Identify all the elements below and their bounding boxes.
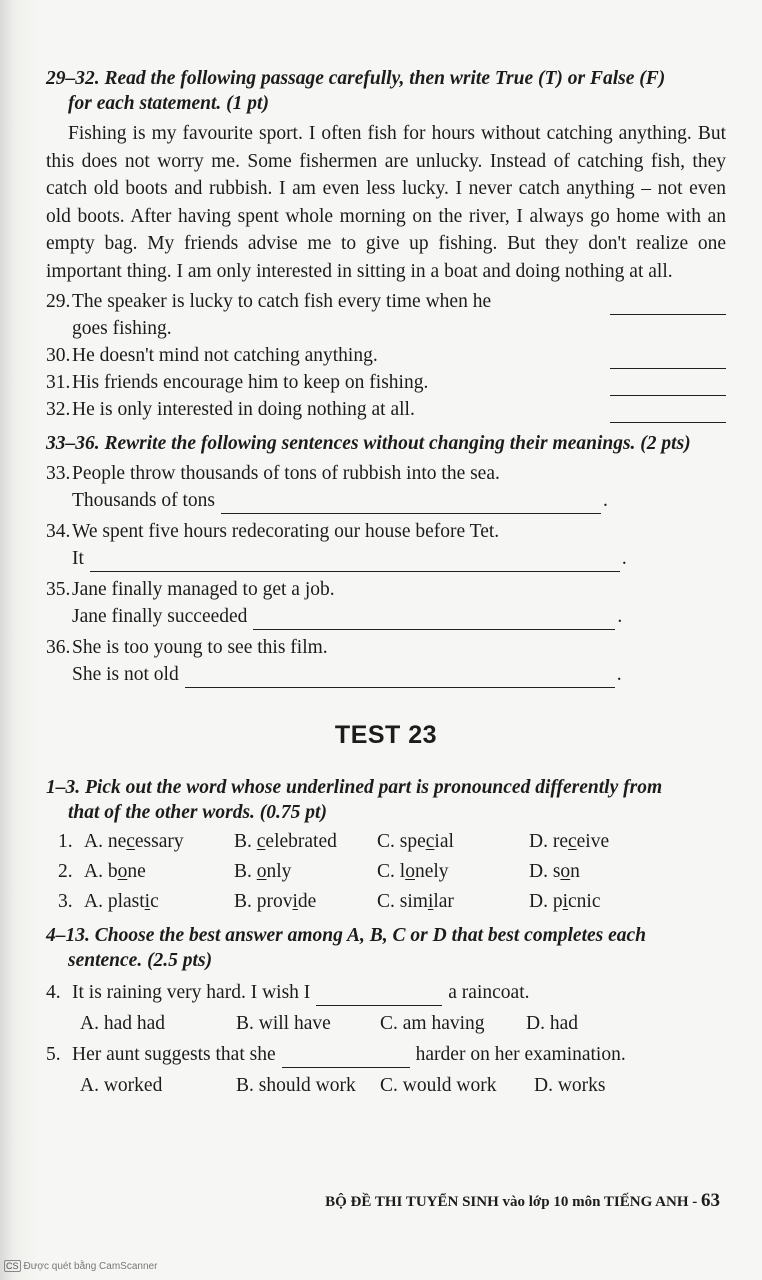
scanner-text: Được quét bằng CamScanner: [23, 1260, 158, 1272]
option-c[interactable]: [377, 828, 529, 855]
statement-text: He doesn't mind not catching anything.: [72, 344, 378, 366]
pronunciation-questions: [46, 828, 726, 915]
option-text-pre: B. prov: [234, 890, 293, 912]
option-d[interactable]: [529, 828, 609, 855]
rewrite-blank[interactable]: [221, 493, 601, 514]
answer-blank[interactable]: [610, 377, 726, 396]
statement-31: [46, 369, 726, 396]
original-sentence: She is too young to see this film.: [72, 636, 328, 658]
answer-blank[interactable]: [610, 404, 726, 423]
page-footer: [300, 1190, 720, 1212]
rewrite-item-36: [46, 634, 726, 688]
underlined-letter: i: [144, 890, 151, 912]
option-text-pre: A. b: [84, 860, 118, 882]
question-number: 2.: [58, 860, 73, 882]
option-text-post: elebrated: [265, 830, 337, 852]
underlined-letter: c: [256, 830, 266, 852]
option-b[interactable]: [234, 828, 377, 855]
question-number: 1.: [58, 830, 73, 852]
option-text-post: c: [150, 890, 159, 912]
option-text-post: n: [570, 860, 580, 882]
item-number: 36.: [46, 636, 71, 658]
rewrite-item-35: [46, 576, 726, 630]
option-text-pre: C. l: [377, 860, 406, 882]
period: .: [603, 489, 608, 511]
option-b[interactable]: B. will have: [236, 1012, 331, 1034]
instruction-1-3: [46, 775, 726, 825]
rewrite-prompt: She is not old: [72, 663, 179, 685]
option-d[interactable]: D. had: [526, 1012, 578, 1034]
instruction-4-13: [46, 923, 726, 973]
statement-number: 32.: [46, 398, 71, 420]
instruction-1-3-line2: that of the other words. (0.75 pt): [68, 801, 327, 823]
test-title: TEST 23: [334, 720, 438, 749]
option-c[interactable]: C. am having: [380, 1012, 485, 1034]
statement-number: 31.: [46, 371, 71, 393]
option-text-post: eive: [576, 830, 610, 852]
option-text-pre: C. spe: [377, 830, 426, 852]
option-text-pre: D. p: [529, 890, 563, 912]
option-text-post: nly: [266, 860, 292, 882]
option-b[interactable]: B. should work: [236, 1074, 356, 1096]
period: .: [616, 663, 622, 685]
statement-number: 29.: [46, 290, 71, 312]
scanner-watermark: [4, 1260, 157, 1272]
reading-passage: Fishing is my favourite sport. I often fish for hours without catching anything. But this does not worry me. Some fishermen are unlucky. Instead of catching fish, they catch old boots and rubbish. I am even less lucky. I never catch anything – not even old boots. After having spent whole morning on the river, I always go home with an empty bag. My friends advise me to give up fishing. But they don't realize one important thing. I am only interested in sitting in a boat and doing nothing at all.: [46, 123, 726, 282]
instruction-29-32-line2: for each statement. (1 pt): [68, 93, 269, 114]
option-text-post: ial: [434, 830, 454, 852]
period: .: [617, 605, 623, 627]
item-number: 33.: [46, 462, 71, 484]
rewrite-item-34: [46, 518, 726, 572]
question-number: 3.: [58, 890, 73, 912]
pronunciation-row: [46, 828, 726, 855]
camscanner-icon: CS: [6, 1261, 19, 1271]
original-sentence: Jane finally managed to get a job.: [72, 578, 335, 600]
rewrite-prompt: It: [72, 547, 84, 569]
rewrite-blank[interactable]: [185, 667, 615, 688]
option-text-post: de: [297, 890, 317, 912]
option-c[interactable]: [377, 888, 529, 915]
option-a[interactable]: [84, 858, 234, 885]
pronunciation-row: [46, 888, 726, 915]
answer-blank[interactable]: [610, 296, 726, 315]
original-sentence: We spent five hours redecorating our house before Tet.: [72, 520, 500, 542]
item-number: 35.: [46, 578, 71, 600]
gap-blank[interactable]: [316, 987, 442, 1006]
item-number: 34.: [46, 520, 71, 542]
rewrite-item-33: [46, 460, 726, 514]
question-text: It is raining very hard. I wish I: [72, 981, 311, 1003]
option-text-post: essary: [134, 830, 184, 852]
underlined-letter: i: [562, 890, 569, 912]
statement-text: His friends encourage him to keep on fishing.: [72, 371, 429, 393]
rewrite-prompt: Jane finally succeeded: [72, 605, 248, 627]
pronunciation-row: [46, 858, 726, 885]
statement-29: [46, 288, 726, 342]
option-c[interactable]: C. would work: [380, 1074, 497, 1096]
statement-32: [46, 396, 726, 423]
option-a[interactable]: A. had had: [80, 1012, 166, 1034]
underlined-letter: o: [405, 860, 415, 882]
question-text-end: a raincoat.: [448, 981, 530, 1003]
underlined-letter: i: [292, 890, 298, 912]
option-text-post: nely: [414, 860, 449, 882]
option-a[interactable]: A. worked: [80, 1074, 163, 1096]
option-text-pre: A. plast: [84, 890, 145, 912]
mcq-question-4: [46, 979, 726, 1037]
option-text-pre: D. s: [529, 860, 561, 882]
question-text-end: harder on her examination.: [415, 1043, 626, 1065]
underlined-letter: c: [567, 830, 577, 852]
option-a[interactable]: [84, 828, 234, 855]
option-d[interactable]: [529, 858, 580, 885]
page-number: 63: [701, 1190, 720, 1211]
mcq-question-5: [46, 1041, 726, 1099]
option-d[interactable]: [529, 888, 601, 915]
rewrite-prompt: Thousands of tons: [72, 489, 215, 511]
instruction-33-36: 33–36. Rewrite the following sentences without changing their meanings. (2 pts): [46, 432, 691, 454]
option-d[interactable]: D. works: [534, 1074, 606, 1096]
option-text-pre: A. ne: [84, 830, 127, 852]
option-text-post: ne: [127, 860, 146, 882]
statement-text: The speaker is lucky to catch fish every time when he: [72, 290, 492, 312]
underlined-letter: c: [425, 830, 435, 852]
option-text-pre: C. sim: [377, 890, 428, 912]
instruction-1-3-line1: 1–3. Pick out the word whose underlined part is pronounced differently from: [46, 776, 663, 798]
underlined-letter: i: [427, 890, 434, 912]
option-b[interactable]: [234, 888, 377, 915]
answer-blank[interactable]: [610, 350, 726, 369]
original-sentence: People throw thousands of tons of rubbish into the sea.: [72, 462, 500, 484]
underlined-letter: o: [560, 860, 571, 882]
option-text-post: lar: [433, 890, 454, 912]
rewrite-blank[interactable]: [90, 551, 620, 572]
statement-text-continued: goes fishing.: [72, 317, 172, 339]
period: .: [621, 547, 627, 569]
underlined-letter: o: [117, 860, 128, 882]
question-number: 5.: [46, 1043, 61, 1065]
option-c[interactable]: [377, 858, 529, 885]
option-text-pre: B.: [234, 860, 257, 882]
page-content: [46, 66, 726, 1099]
underlined-letter: o: [256, 860, 267, 882]
rewrite-blank[interactable]: [253, 609, 615, 630]
underlined-letter: c: [126, 830, 135, 852]
instruction-29-32-line1: 29–32. Read the following passage carefully, then write True (T) or False (F): [46, 68, 666, 89]
option-text-post: cnic: [568, 890, 601, 912]
instruction-4-13-line1: 4–13. Choose the best answer among A, B, C or D that best completes each: [46, 924, 647, 946]
statement-text: He is only interested in doing nothing at all.: [72, 398, 415, 420]
statement-30: [46, 342, 726, 369]
question-text: Her aunt suggests that she: [72, 1043, 276, 1065]
gap-blank[interactable]: [282, 1049, 410, 1068]
book-title: BỘ ĐỀ THI TUYỂN SINH vào lớp 10 môn TIẾNG ANH -: [325, 1194, 701, 1210]
instruction-29-32: [46, 66, 726, 116]
option-text-pre: D. re: [529, 830, 568, 852]
statement-number: 30.: [46, 344, 71, 366]
option-b[interactable]: [234, 858, 377, 885]
instruction-4-13-line2: sentence. (2.5 pts): [68, 949, 213, 971]
question-number: 4.: [46, 981, 61, 1003]
option-a[interactable]: [84, 888, 234, 915]
option-text-pre: B.: [234, 830, 257, 852]
